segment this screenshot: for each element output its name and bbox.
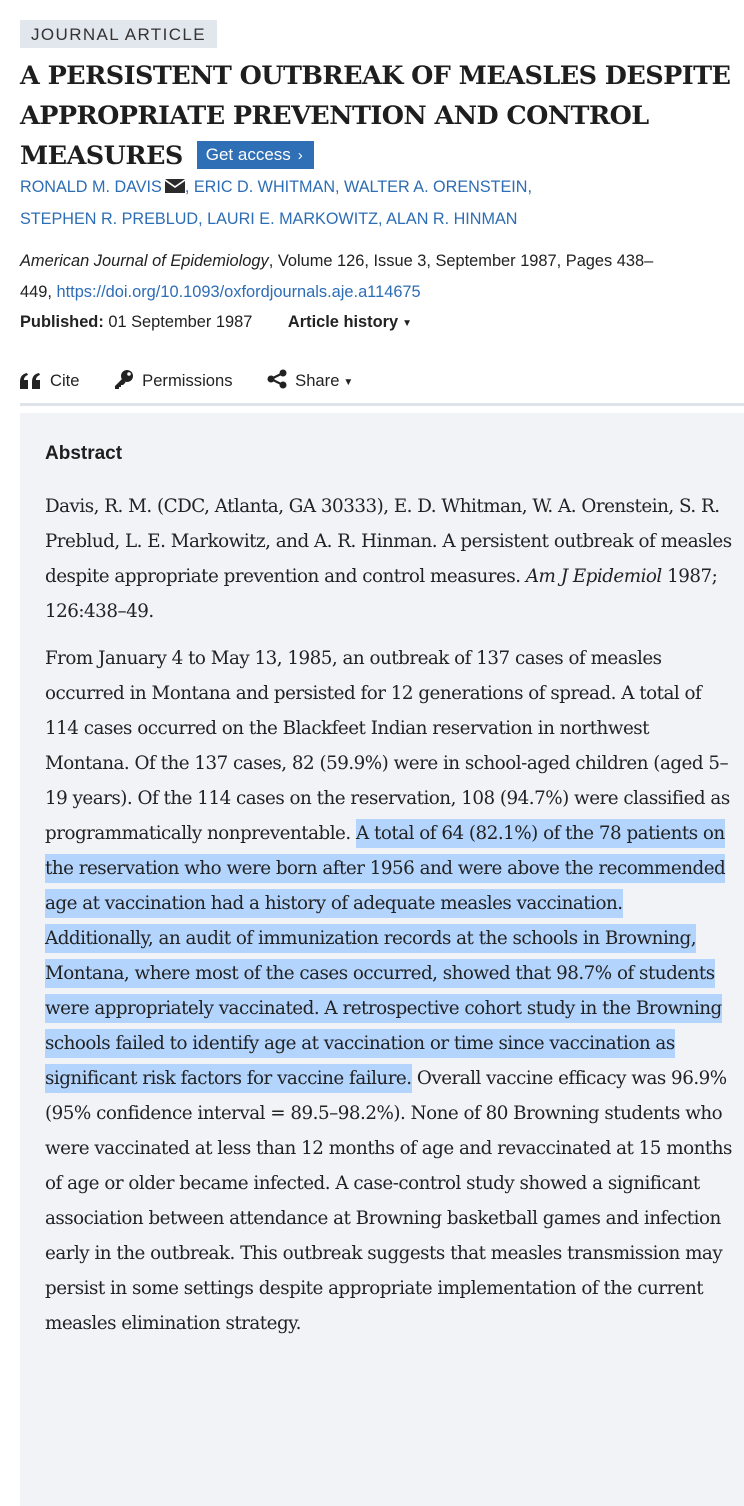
quote-icon — [20, 373, 42, 389]
abstract-citation-end: 1987; 126:438–49. — [45, 566, 718, 622]
abstract-text-before-selection: From January 4 to May 13, 1985, an outbreak of 137 cases of measles occurred in Montana and persisted for 12 generations of spread. A total of 114 cases occurred on the Blackfeet Indian reservation in northwest Montana. Of the 137 cases, 82 (59.9%) were in school-aged children (aged 5–19 years). Of the 114 cases on the reservation, 108 (94.7%) were classified as programmatically nonpreventable. — [45, 648, 730, 844]
key-icon — [114, 369, 134, 389]
author-list — [20, 172, 720, 235]
citation-pages-end: 449, — [20, 283, 57, 301]
envelope-icon[interactable] — [165, 173, 185, 204]
permissions-label: Permissions — [142, 371, 233, 390]
author-link[interactable]: WALTER A. ORENSTEIN — [344, 178, 528, 196]
abstract-citation-paragraph — [45, 489, 735, 629]
share-icon — [267, 369, 287, 389]
author-separator: , — [378, 210, 387, 228]
article-title — [20, 56, 735, 176]
abstract-section — [20, 413, 744, 1506]
citation-details: , Volume 126, Issue 3, September 1987, Pages 438– — [268, 252, 654, 270]
author-link[interactable]: ERIC D. WHITMAN — [193, 178, 336, 196]
cite-button[interactable] — [20, 366, 80, 396]
author-separator: , — [527, 178, 532, 196]
selected-text[interactable]: A total of 64 (82.1%) of the 78 patients on the reservation who were born after 1956 and were above the recommended age at vaccination had a history of adequate measles vaccination. Additionally, an audit of immunization records at the schools in Browning, Montana, where most of the cases occurred, showed that 98.7% of students were appropriately vaccinated. A retrospective cohort study in the Browning schools failed to identify age at vaccination or time since vaccination as significant risk factors for vaccine failure. — [45, 819, 725, 1093]
journal-name: American Journal of Epidemiology — [20, 252, 269, 270]
author-separator: , — [198, 210, 208, 228]
author-link[interactable]: STEPHEN R. PREBLUD — [20, 210, 199, 228]
abstract-heading: Abstract — [45, 443, 123, 464]
article-history-label: Article history — [287, 313, 399, 331]
doi-link[interactable]: https://doi.org/10.1093/oxfordjournals.aje.a114675 — [56, 283, 421, 301]
citation — [20, 246, 744, 308]
abstract-text-after-selection: Overall vaccine efficacy was 96.9% (95% confidence interval = 89.5–98.2%). None of 80 Browning students who were vaccinated at less than 12 months of age and revaccinated at 15 months of age or older became infected. A case-control study showed a significant association between attendance at Browning basketball games and infection early in the outbreak. This outbreak suggests that measles transmission may persist in some settings despite appropriate implementation of the current measles elimination strategy. — [45, 1068, 732, 1334]
abstract-body — [45, 489, 735, 1353]
published-label: Published: — [20, 313, 104, 331]
published-date: 01 September 1987 — [108, 313, 253, 331]
author-link[interactable]: ALAN R. HINMAN — [386, 210, 518, 228]
abstract-citation-text: Davis, R. M. (CDC, Atlanta, GA 30333), E. D. Whitman, W. A. Orenstein, S. R. Preblud, L. E. Markowitz, and A. R. Hinman. A persistent outbreak of measles despite appropriate prevention and control measures. — [45, 496, 732, 587]
article-title-text: A PERSISTENT OUTBREAK OF MEASLES DESPITE APPROPRIATE PREVENTION AND CONTROL MEASURES — [20, 61, 731, 171]
author-separator: , — [184, 178, 194, 196]
chevron-right-icon: › — [297, 147, 303, 164]
author-link[interactable]: LAURI E. MARKOWITZ — [207, 210, 378, 228]
publication-info — [20, 307, 412, 339]
caret-down-icon: ▼ — [402, 318, 413, 329]
cite-label: Cite — [50, 371, 80, 390]
author-link[interactable]: RONALD M. DAVIS — [20, 178, 162, 196]
divider — [20, 403, 744, 406]
share-label: Share — [295, 371, 340, 390]
article-type-badge: JOURNAL ARTICLE — [20, 20, 217, 48]
article-tools — [20, 366, 383, 396]
caret-down-icon: ▼ — [343, 377, 354, 388]
author-separator: , — [335, 178, 345, 196]
abstract-main-paragraph — [45, 641, 735, 1341]
get-access-label: Get access — [205, 145, 291, 164]
article-history-toggle[interactable] — [288, 313, 412, 331]
abstract-journal-abbrev: Am J Epidemiol — [525, 566, 662, 587]
get-access-button[interactable] — [197, 141, 314, 169]
permissions-button[interactable] — [114, 366, 232, 396]
share-button[interactable] — [267, 366, 353, 398]
